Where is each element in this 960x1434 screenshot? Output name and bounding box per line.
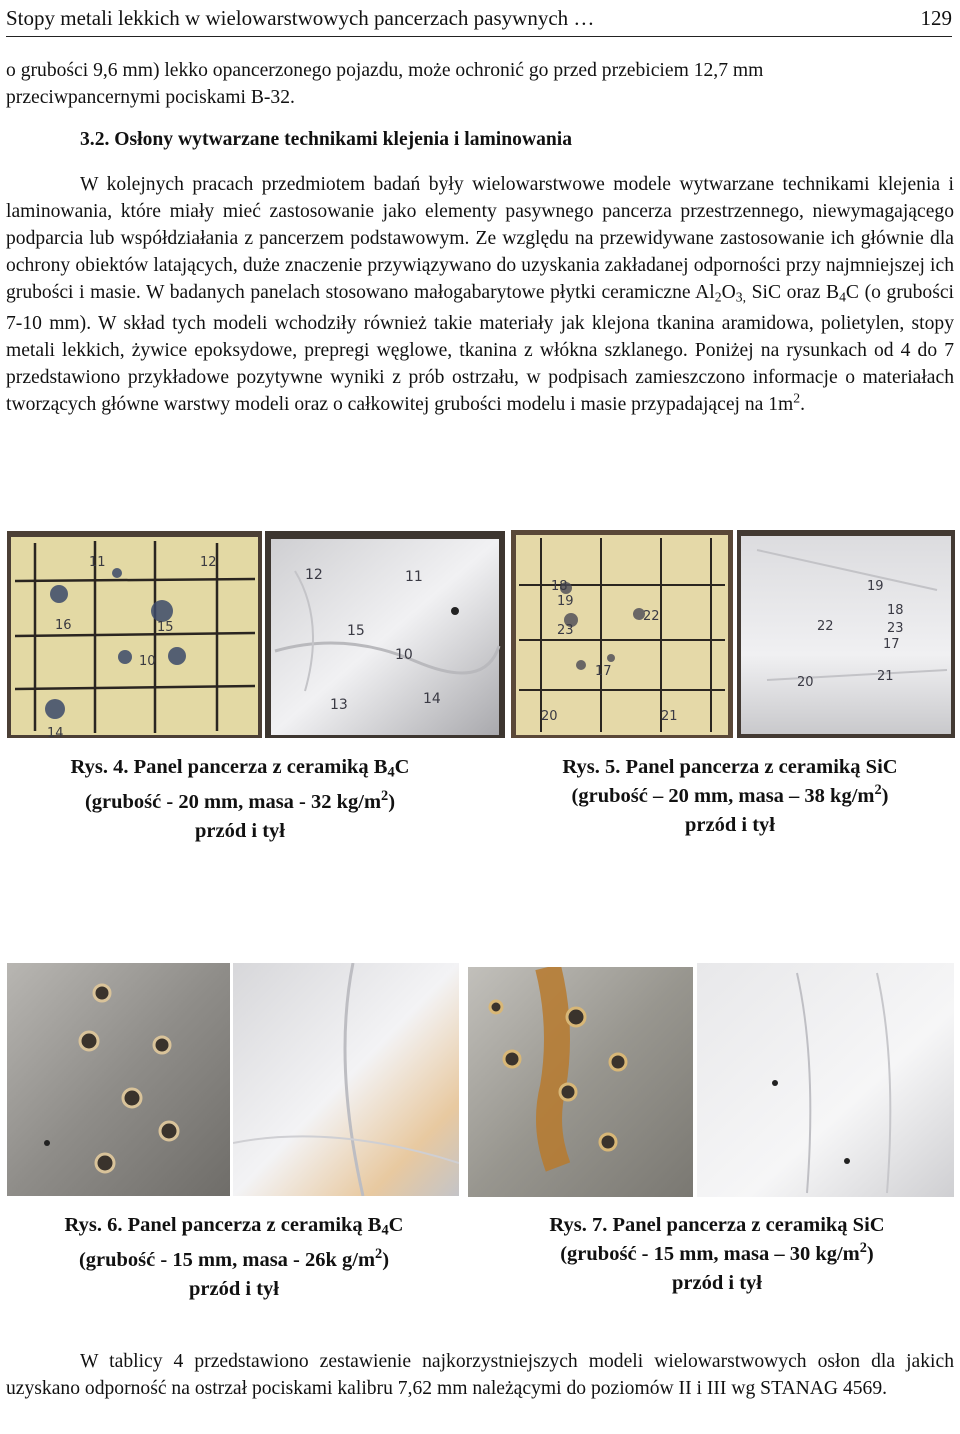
fig5-back-label: 22 <box>817 619 834 634</box>
para1-sub-c: 4 <box>839 289 846 305</box>
intro-line-2: przeciwpancernymi pociskami B-32. <box>6 87 295 108</box>
fig4-front-label: 16 <box>55 618 72 633</box>
header-title: Stopy metali lekkich w wielowarstwowych pancerzach pasywnych … <box>6 6 595 30</box>
fig4-back-label: 14 <box>423 691 441 707</box>
para1-text-a: W kolejnych pracach przedmiotem badań były wielowarstwowe modele wytwarzane technikami klejenia i laminowania, które miały mieć zastosowanie jako elementy pasywnego pancerza przestrzennego, niewymagającego podparcia lub współdziałania z pancerzem podstawowym. Ze względu na przewidywane zastosowanie ich głównie dla ochrony obiektów latających, duże znaczenie przywiązywano do uzyskania zakładanej odporności przy najmniejszej ich grubości i masie. W badanych panelach stosowano małogabarytowe płytki ceramiczne Al <box>6 174 954 303</box>
fig4-front-label: 15 <box>157 620 174 635</box>
fig4-caption-line-1: Rys. 4. Panel pancerza z ceramiką $B_4C$ <box>70 756 410 781</box>
fig5-front-label: 21 <box>661 709 678 724</box>
fig5-front-label: 17 <box>595 664 612 679</box>
fig5-back-label: 19 <box>867 579 884 594</box>
fig7-caption <box>487 1211 947 1298</box>
para1-sub-b: 3, <box>735 289 747 305</box>
para1-text-d: C (o grubości 7-10 mm). W skład tych modeli wchodziły również takie materiały jak klejona tkanina aramidowa, polietylen, stopy metali lekkich, żywice epoksydowe, prepregi węglowe, tkanina z włókna szklanego. Poniżej na rysunkach od 4 do 7 przedstawiono przykładowe pozytywne wyniki z prób ostrzału, w podpisach zamieszczono informacje o materiałach tworzących główne warstwy modeli oraz o całkowitej grubości modelu i masie przypadającej na 1m <box>6 282 954 416</box>
fig4-front-label: 14 <box>47 726 64 738</box>
fig6-caption <box>14 1211 454 1304</box>
fig4-caption <box>20 753 460 846</box>
fig5-back-label: 23 <box>887 621 904 636</box>
running-header <box>6 6 952 37</box>
fig5-front-label: 19 <box>557 594 574 609</box>
fig7-back-photo <box>697 963 954 1197</box>
fig5-back-label: 20 <box>797 675 814 690</box>
fig5-back-label: 17 <box>883 637 900 652</box>
fig5-caption <box>500 753 960 840</box>
fig4-front-label: 11 <box>89 555 106 570</box>
fig5-front-photo <box>511 530 733 738</box>
section-number: 3.2. <box>80 129 110 150</box>
fig4-front-label: 12 <box>200 555 217 570</box>
fig5-back-label: 18 <box>887 603 904 618</box>
page-number: 129 <box>920 6 952 30</box>
fig5-front-label: 18 <box>551 579 568 594</box>
fig6-caption-line-1: Rys. 6. Panel pancerza z ceramiką $B_4C$ <box>64 1214 404 1239</box>
fig4-caption-line-3: przód i tył <box>195 819 285 842</box>
fig4-back-label: 15 <box>347 623 365 639</box>
fig5-caption-line-2: (grubość – 20 mm, masa – 38 $kg/m^2$) <box>571 782 889 807</box>
fig4-back-label: 11 <box>405 569 423 585</box>
para1-text-b: O <box>721 282 736 303</box>
para1-text-c: SiC oraz B <box>746 282 840 303</box>
fig5-front-label: 22 <box>643 609 660 624</box>
fig4-caption-line-2: (grubość - 20 mm, masa - 32 $kg/m^2$) <box>84 787 396 813</box>
fig6-caption-line-3: przód i tył <box>189 1277 279 1300</box>
body-paragraph-1 <box>6 171 954 418</box>
fig5-caption-line-1: Rys. 5. Panel pancerza z ceramiką SiC <box>562 756 898 778</box>
section-title: Osłony wytwarzane technikami klejenia i laminowania <box>114 129 573 150</box>
fig4-back-label: 12 <box>305 567 323 583</box>
intro-line-1: o grubości 9,6 mm) lekko opancerzonego pojazdu, może ochronić go przed przebiciem 12,7 mm <box>6 60 764 81</box>
para1-sub-a: 2 <box>714 289 722 305</box>
fig5-back-photo <box>737 530 955 738</box>
fig6-back-photo <box>233 963 459 1196</box>
fig4-back-label: 13 <box>330 697 348 713</box>
fig7-caption-line-2: (grubość - 15 mm, masa – 30 $kg/m^2$) <box>560 1240 874 1265</box>
body-paragraph-2: W tablicy 4 przedstawiono zestawienie najkorzystniejszych modeli wielowarstwowych osłon dla jakich uzyskano odporność na ostrzał pociskami kalibru 7,62 mm należącymi do poziomów II i III wg STANAG 4569. <box>6 1351 954 1399</box>
para1-text-e: . <box>800 394 806 416</box>
fig5-caption-line-3: przód i tył <box>685 814 775 836</box>
section-heading <box>80 129 572 151</box>
fig5-back-label: 21 <box>877 669 894 684</box>
fig4-front-label: 10 <box>139 654 156 669</box>
fig7-front-photo <box>468 967 693 1197</box>
fig7-caption-line-1: Rys. 7. Panel pancerza z ceramiką SiC <box>549 1214 885 1236</box>
para1-sup: 2 <box>793 390 801 406</box>
fig7-caption-line-3: przód i tył <box>672 1272 762 1294</box>
fig4-back-photo <box>265 531 505 738</box>
fig5-front-label: 20 <box>541 709 558 724</box>
fig4-front-photo <box>7 531 262 738</box>
fig6-front-photo <box>7 963 230 1196</box>
fig6-caption-line-2: (grubość - 15 mm, masa - 26k $g/m^2$) <box>78 1245 390 1271</box>
fig5-front-label: 23 <box>557 623 574 638</box>
fig4-back-label: 10 <box>395 647 413 663</box>
